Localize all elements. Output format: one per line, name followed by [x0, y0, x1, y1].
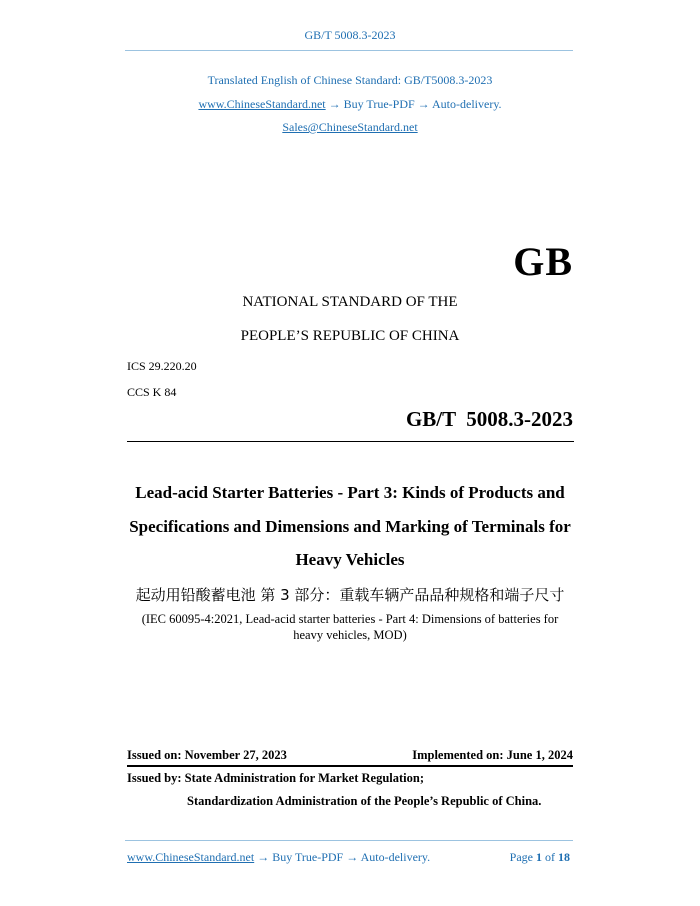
- title-line2: Specifications and Dimensions and Marking of Terminals for: [129, 517, 571, 536]
- footer-site-link[interactable]: www.ChineseStandard.net: [127, 850, 255, 864]
- standard-number-rule: [127, 441, 574, 442]
- page-number: 1: [536, 850, 542, 864]
- footer-buy-text: Buy True-PDF: [272, 850, 344, 864]
- header-divider: [125, 50, 573, 51]
- title-line3: Heavy Vehicles: [295, 550, 405, 569]
- footer-delivery-text: Auto-delivery.: [360, 850, 431, 864]
- arrow-right-icon: →: [328, 97, 341, 111]
- ccs-code: CCS K 84: [127, 385, 177, 399]
- purchase-line: [0, 97, 700, 112]
- arrow-right-icon: →: [346, 850, 359, 864]
- standard-number: GB/T 5008.3-2023: [405, 407, 573, 431]
- arrow-right-icon: →: [417, 97, 430, 111]
- iec-reference-line2: heavy vehicles, MOD): [293, 628, 407, 642]
- ics-code: ICS 29.220.20: [127, 359, 197, 373]
- sales-email-link[interactable]: Sales@ChineseStandard.net: [282, 120, 418, 134]
- page-total: 18: [558, 850, 570, 864]
- page-label: Page: [509, 850, 533, 864]
- dates-rule: [127, 765, 573, 767]
- issuer-line2: Standardization Administration of the People’s Republic of China.: [187, 794, 542, 808]
- issued-date: Issued on: November 27, 2023: [127, 748, 287, 762]
- site-link[interactable]: www.ChineseStandard.net: [198, 97, 326, 111]
- chinese-title: 起动用铅酸蓄电池 第 3 部分：重载车辆产品品种规格和端子尺寸: [135, 586, 565, 604]
- gb-logo: GB: [513, 239, 573, 284]
- footer-purchase-line: [127, 850, 430, 865]
- implemented-date: Implemented on: June 1, 2024: [412, 748, 573, 762]
- national-standard-line2: PEOPLE’S REPUBLIC OF CHINA: [240, 328, 460, 344]
- iec-reference-line1: (IEC 60095-4:2021, Lead-acid starter batteries - Part 4: Dimensions of batteries for: [141, 612, 559, 626]
- of-label: of: [545, 850, 555, 864]
- title-line1: Lead-acid Starter Batteries - Part 3: Kinds of Products and: [135, 483, 565, 502]
- running-header: GB/T 5008.3-2023: [304, 28, 396, 42]
- buy-true-pdf-text: Buy True-PDF: [343, 97, 415, 111]
- email-line: [0, 120, 700, 135]
- national-standard-line1: NATIONAL STANDARD OF THE: [242, 294, 458, 310]
- footer-divider: [125, 840, 573, 841]
- auto-delivery-text: Auto-delivery.: [432, 97, 502, 111]
- arrow-right-icon: →: [257, 850, 270, 864]
- translation-notice: Translated English of Chinese Standard: GB/T5008.3-2023: [207, 73, 493, 87]
- issuer-line1: Issued by: State Administration for Market Regulation;: [127, 771, 424, 785]
- page-indicator: [510, 850, 570, 865]
